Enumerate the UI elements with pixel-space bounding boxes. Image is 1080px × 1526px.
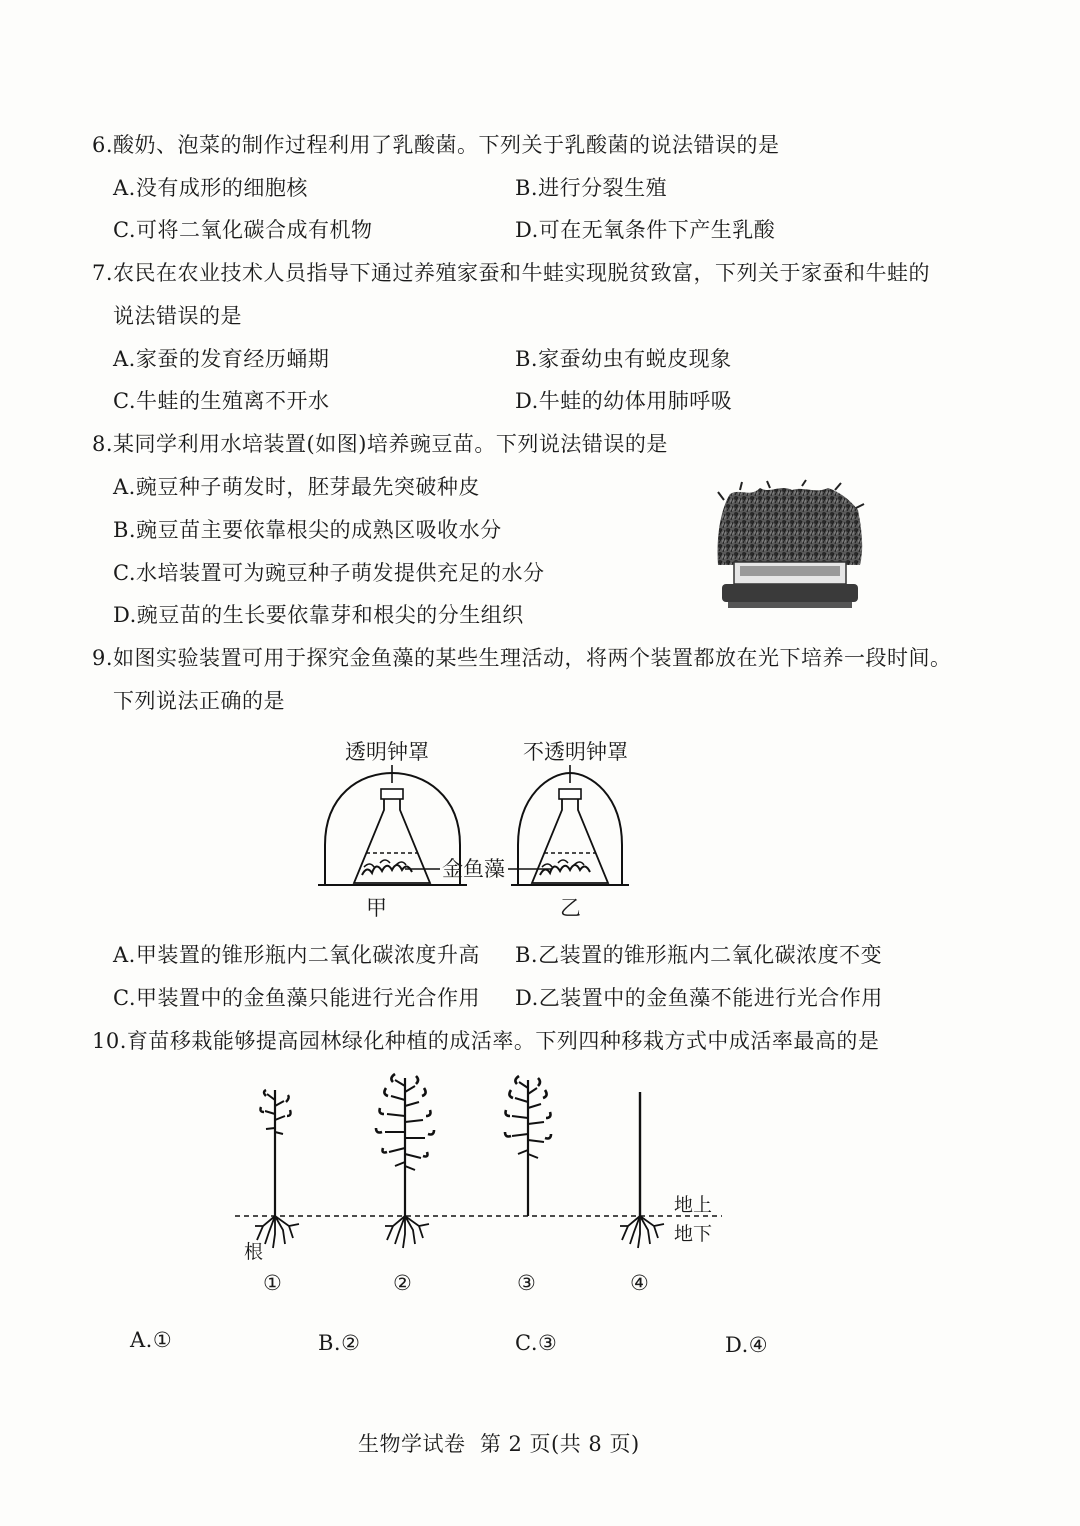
q7-option-a: A.家蚕的发育经历蛹期 [113,347,330,371]
label-below-ground: 地下 [674,1223,713,1245]
label-opaque-jar: 不透明钟罩 [523,740,628,764]
q9-option-d: D.乙装置中的金鱼藻不能进行光合作用 [515,986,883,1010]
q8-option-b: B.豌豆苗主要依靠根尖的成熟区吸收水分 [113,518,502,542]
seedling-2 [376,1074,434,1248]
q6-option-b: B.进行分裂生殖 [515,176,668,200]
page-footer: 生物学试卷 第 2 页(共 8 页) [358,1432,640,1456]
apparatus-right [511,773,629,885]
q8-option-c: C.水培装置可为豌豆种子萌发提供充足的水分 [113,561,545,585]
q8-stem: 8.某同学利用水培装置(如图)培养豌豆苗。下列说法错误的是 [92,432,668,456]
label-num-1: ① [263,1271,282,1295]
q7-option-b: B.家蚕幼虫有蜕皮现象 [515,347,732,371]
q9-option-c: C.甲装置中的金鱼藻只能进行光合作用 [113,986,480,1010]
q8-option-a: A.豌豆种子萌发时，胚芽最先突破种皮 [113,475,480,499]
label-hornwort: 金鱼藻 [442,857,505,881]
label-root: 根 [244,1241,264,1263]
q7-option-d: D.牛蛙的幼体用肺呼吸 [515,389,733,413]
q9-stem-line1: 9.如图实验装置可用于探究金鱼藻的某些生理活动，将两个装置都放在光下培养一段时间。 [92,646,952,670]
q10-option-a: A.① [130,1328,173,1352]
label-num-4: ④ [630,1271,649,1295]
seedling-4 [620,1092,664,1248]
q10-stem: 10.育苗移栽能够提高园林绿化种植的成活率。下列四种移栽方式中成活率最高的是 [92,1029,880,1053]
q9-option-b: B.乙装置的锥形瓶内二氧化碳浓度不变 [515,943,883,967]
pea-sprout-tray-figure [710,480,870,620]
q6-stem: 6.酸奶、泡菜的制作过程利用了乳酸菌。下列关于乳酸菌的说法错误的是 [92,133,780,157]
q10-option-c: C.③ [515,1331,558,1355]
caption-jia: 甲 [366,896,387,920]
label-num-2: ② [393,1271,412,1295]
label-transparent-jar: 透明钟罩 [345,740,429,764]
seedling-1 [255,1090,299,1248]
caption-yi: 乙 [560,896,581,920]
q6-option-a: A.没有成形的细胞核 [113,176,308,200]
q7-option-c: C.牛蛙的生殖离不开水 [113,389,330,413]
label-above-ground: 地上 [674,1194,713,1216]
q7-stem-line2: 说法错误的是 [113,304,242,328]
label-num-3: ③ [517,1271,536,1295]
q10-option-d: D.④ [725,1333,769,1357]
seedling-3 [505,1076,551,1216]
q8-option-d: D.豌豆苗的生长要依靠芽和根尖的分生组织 [113,603,524,627]
q10-option-b: B.② [318,1331,361,1355]
bell-jar-experiment-figure [300,735,680,925]
q6-option-c: C.可将二氧化碳合成有机物 [113,218,373,242]
q6-option-d: D.可在无氧条件下产生乳酸 [515,218,776,242]
transplant-methods-figure [230,1070,730,1300]
q9-option-a: A.甲装置的锥形瓶内二氧化碳浓度升高 [113,943,480,967]
q9-stem-line2: 下列说法正确的是 [113,689,285,713]
q7-stem-line1: 7.农民在农业技术人员指导下通过养殖家蚕和牛蛙实现脱贫致富，下列关于家蚕和牛蛙的 [92,261,931,285]
